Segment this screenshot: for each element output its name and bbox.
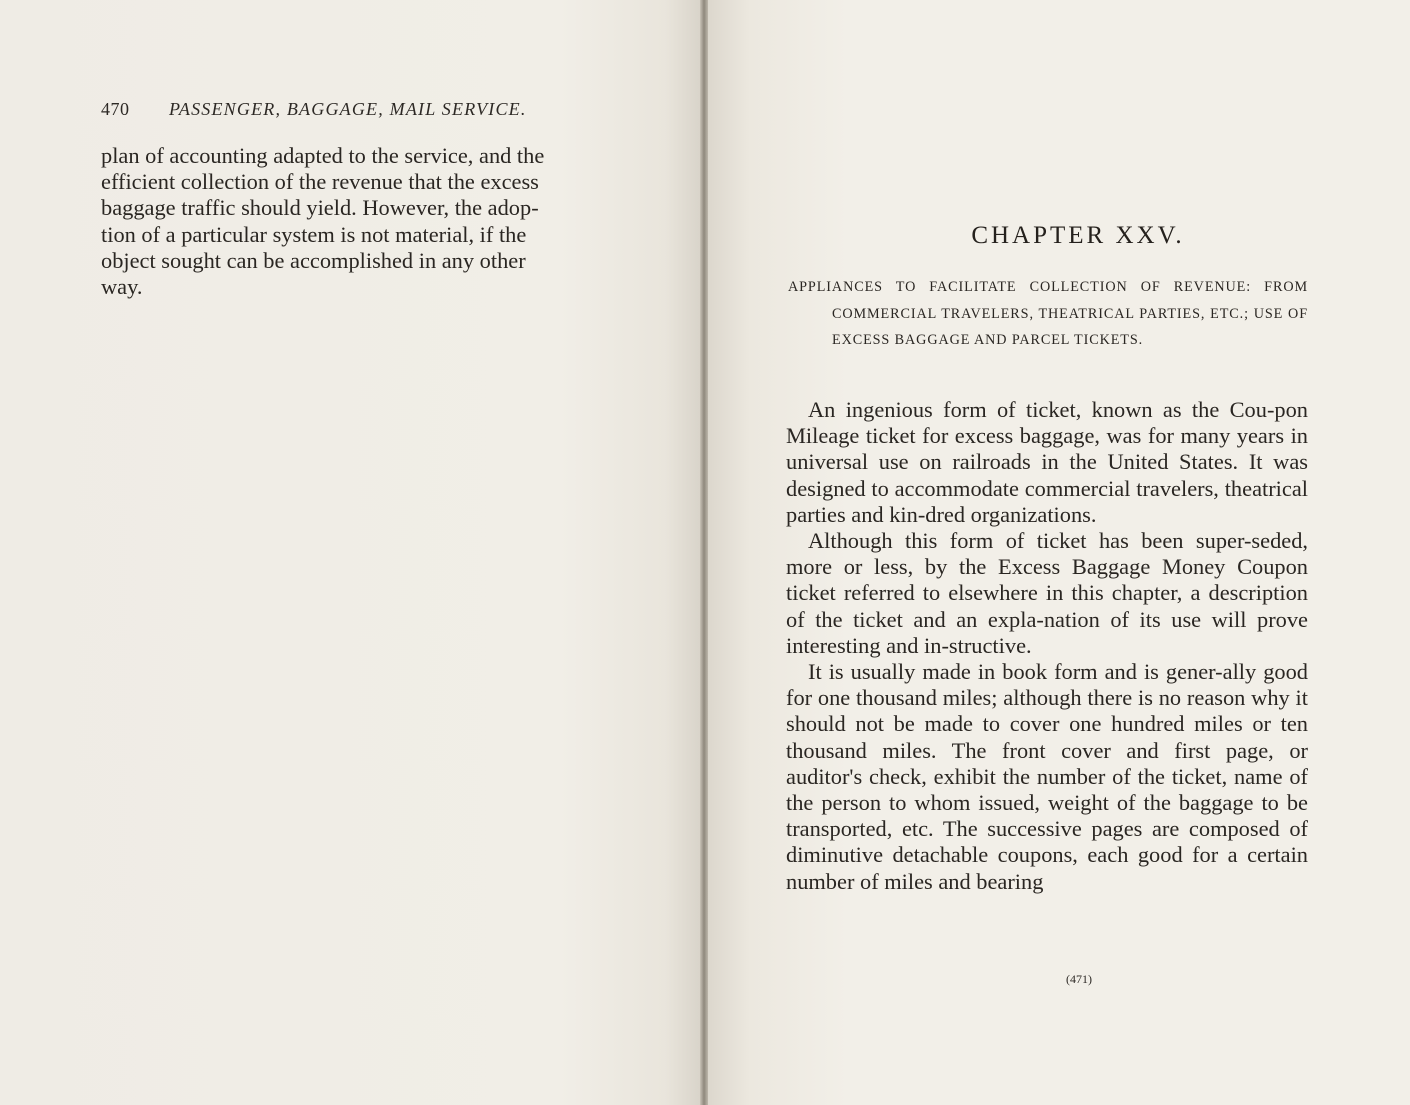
text-line: baggage traffic should yield. However, the adop-: [101, 195, 539, 221]
text-line: object sought can be accomplished in any other: [101, 247, 526, 273]
left-page-text: [101, 143, 623, 300]
left-page-number: 470: [101, 99, 130, 119]
chapter-subtitle: APPLIANCES TO FACILITATE COLLECTION OF REVENUE: FROM COMMERCIAL TRAVELERS, THEATRICAL PARTIES, ETC.; USE OF EXCESS BAGGAGE AND PARCEL TICKETS.: [788, 279, 1308, 348]
paragraph: It is usually made in book form and is gener-ally good for one thousand miles; although there is no reason why it should not be made to cover one hundred miles or ten thousand miles. The front cover and first page, or auditor's check, exhibit the number of the ticket, name of the person to whom issued, weight of the baggage to be transported, etc. The successive pages are composed of diminutive detachable coupons, each good for a certain number of miles and bearing: [786, 659, 1308, 894]
running-head-title: PASSENGER, BAGGAGE, MAIL SERVICE.: [169, 99, 527, 119]
text-line: way.: [101, 274, 143, 300]
text-line: plan of accounting adapted to the service, and the: [101, 143, 545, 168]
right-page-number: (471): [1066, 972, 1092, 986]
text-line: tion of a particular system is not material, if the: [101, 221, 527, 247]
text-line: efficient collection of the revenue that the excess: [101, 169, 539, 195]
chapter-title: CHAPTER XXV.: [971, 222, 1185, 249]
book-gutter: [700, 0, 708, 1105]
running-head: [101, 99, 631, 120]
paragraph: An ingenious form of ticket, known as the Cou-pon Mileage ticket for excess baggage, was for many years in universal use on railroads in the United States. It was designed to accommodate commercial travelers, theatrical parties and kin-dred organizations.: [786, 397, 1308, 527]
paragraph: Although this form of ticket has been super-seded, more or less, by the Excess Baggage Money Coupon ticket referred to elsewhere in this chapter, a description of the ticket and an expla-nation of its use will prove interesting and in-structive.: [786, 528, 1308, 658]
right-page-text: [786, 397, 1308, 895]
